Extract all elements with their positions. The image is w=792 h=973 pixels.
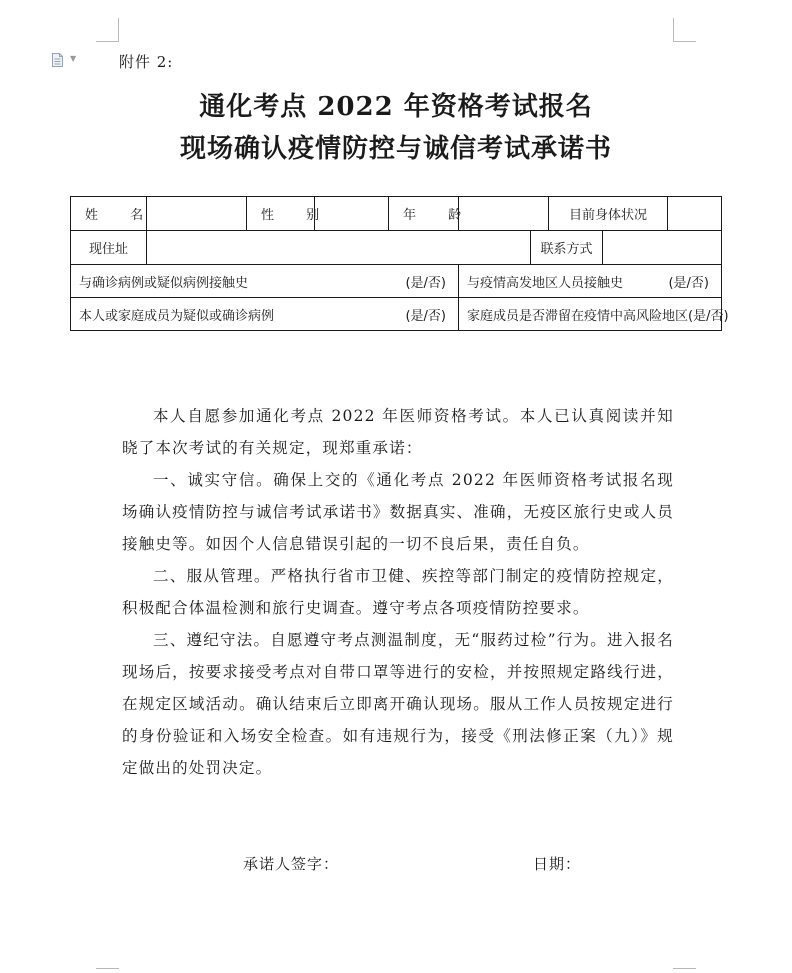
pledge-item-honesty: 一、诚实守信。确保上交的《通化考点 2022 年医师资格考试报名现场确认疫情防控与诚信考试承诺书》数据真实、准确，无疫区旅行史或人员接触史等。如因个人信息错误引起的一切不良后果，责任自负。 <box>122 471 674 553</box>
date-label: 日期： <box>533 855 582 873</box>
crop-mark-bottom-right <box>673 968 696 969</box>
crop-mark-top-right <box>673 18 674 41</box>
pledge-intro: 本人自愿参加通化考点 2022 年医师资格考试。本人已认真阅读并知晓了本次考试的有关规定，现郑重承诺： <box>122 407 674 457</box>
crop-mark-bottom-left <box>96 968 119 969</box>
personal-info-table <box>70 196 729 331</box>
document-icon[interactable] <box>52 53 63 67</box>
yes-no-option: (是/否) <box>668 275 710 291</box>
chevron-down-icon[interactable]: ▼ <box>70 54 77 63</box>
contact-field[interactable] <box>603 231 722 265</box>
crop-mark-top-left <box>118 18 119 41</box>
question-suspected-case[interactable] <box>71 298 459 331</box>
contact-label: 联系方式 <box>531 231 603 265</box>
question-text: 家庭成员是否滞留在疫情中高风险地区 <box>467 308 689 324</box>
pledge-item-compliance: 二、服从管理。严格执行省市卫健、疾控等部门制定的疫情防控规定，积极配合体温检测和旅行史调查。遵守考点各项疫情防控要求。 <box>122 567 674 617</box>
name-field[interactable] <box>147 197 247 231</box>
pledge-body <box>122 400 674 784</box>
gender-label: 性 别 <box>247 197 315 231</box>
health-status-label: 目前身体状况 <box>549 197 668 231</box>
address-field[interactable] <box>147 231 531 265</box>
address-label: 现住址 <box>71 231 147 265</box>
age-label: 年 龄 <box>389 197 459 231</box>
question-high-risk-contact[interactable] <box>459 265 722 298</box>
attachment-label: 附件 2: <box>119 53 174 71</box>
pledge-item-law: 三、遵纪守法。自愿遵守考点测温制度，无“服药过检”行为。进入报名现场后，按要求接受考点对自带口罩等进行的安检，并按照规定路线行进，在规定区域活动。确认结束后立即离开确认现场。服从工作人员按规定进行的身份验证和入场安全检查。如有违规行为，接受《刑法修正案（九）》规定做出的处罚决定。 <box>122 631 674 777</box>
crop-mark-top-left <box>96 41 119 42</box>
document-title-line-2: 现场确认疫情防控与诚信考试承诺书 <box>179 134 612 164</box>
document-title-line-1: 通化考点 2022 年资格考试报名 <box>199 92 593 122</box>
question-text: 与确诊病例或疑似病例接触史 <box>79 275 249 291</box>
question-confirmed-case-contact[interactable] <box>71 265 459 298</box>
name-label: 姓 名 <box>71 197 147 231</box>
yes-no-option: (是/否) <box>405 308 446 324</box>
question-text: 与疫情高发地区人员接触史 <box>467 275 624 291</box>
crop-mark-top-right <box>673 41 696 42</box>
signature-label: 承诺人签字： <box>243 855 340 873</box>
yes-no-option: (是/否) <box>688 308 729 324</box>
yes-no-option: (是/否) <box>405 275 446 291</box>
question-family-in-risk-area[interactable] <box>459 298 729 331</box>
health-status-field[interactable] <box>668 197 722 231</box>
question-text: 本人或家庭成员为疑似或确诊病例 <box>79 308 275 324</box>
